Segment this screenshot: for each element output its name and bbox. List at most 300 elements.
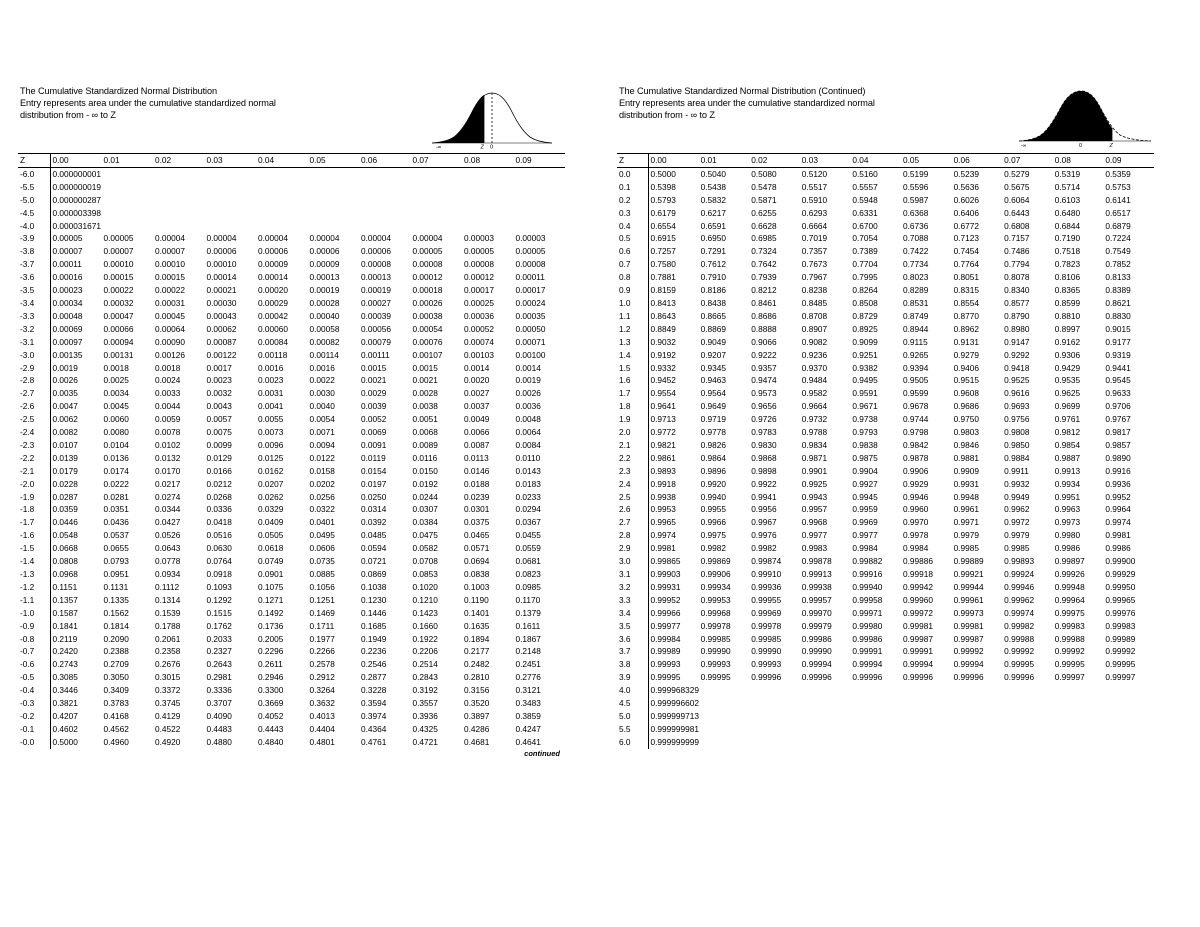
probability-cell: 0.9881: [953, 452, 979, 463]
table-row: [18, 426, 565, 439]
probability-cell: 0.99944: [953, 581, 984, 592]
probability-cell: 0.9706: [1105, 401, 1131, 412]
probability-cell: 0.9265: [902, 349, 929, 360]
z-value-cell: 1.5: [617, 362, 648, 375]
probability-cell: 0.99988: [1054, 633, 1085, 644]
probability-cell: 0.00022: [155, 285, 185, 296]
probability-cell: 0.99903: [650, 569, 681, 579]
probability-cell: 0.0351: [103, 504, 129, 515]
probability-cell: 0.7389: [852, 246, 878, 257]
probability-cell: 0.9974: [650, 530, 676, 541]
probability-cell: 0.0212: [206, 478, 232, 489]
probability-cell: 0.0778: [155, 556, 181, 567]
probability-cell: 0.00066: [103, 323, 134, 334]
probability-cell: 0.9441: [1105, 362, 1131, 373]
probability-cell: 0.0446: [52, 517, 78, 528]
probability-cell: [699, 710, 750, 723]
probability-cell: 0.0526: [155, 530, 181, 541]
probability-cell: 0.00060: [258, 323, 288, 334]
probability-cell: 0.2296: [258, 646, 284, 657]
probability-cell: 0.0233: [515, 491, 541, 502]
probability-cell: [850, 736, 901, 749]
probability-cell: 0.00006: [309, 246, 340, 257]
probability-cell: 0.999999981: [650, 723, 699, 734]
probability-cell: 0.00074: [464, 336, 494, 347]
table-row: [18, 349, 565, 362]
probability-cell: 0.99916: [852, 569, 883, 579]
probability-cell: [952, 736, 1003, 749]
probability-cell: 0.9817: [1105, 427, 1131, 438]
probability-cell: [411, 207, 463, 220]
table-row: [617, 349, 1154, 362]
probability-cell: 0.99989: [1105, 633, 1136, 644]
probability-cell: 0.00069: [52, 323, 83, 334]
probability-cell: 0.6064: [1004, 194, 1030, 205]
probability-cell: 0.99996: [852, 672, 883, 683]
probability-cell: 0.1075: [258, 581, 284, 592]
probability-cell: 0.99924: [1004, 569, 1035, 579]
probability-cell: 0.8599: [1054, 297, 1081, 308]
probability-cell: 0.7054: [852, 233, 878, 244]
probability-cell: 0.0018: [103, 362, 129, 373]
probability-cell: 0.99973: [953, 607, 984, 618]
probability-cell: 0.1151: [52, 581, 78, 592]
probability-cell: 0.5517: [801, 181, 828, 192]
probability-cell: 0.1469: [309, 607, 335, 618]
probability-cell: 0.99992: [1054, 646, 1085, 657]
table-row: [617, 671, 1154, 684]
probability-cell: 0.3483: [515, 698, 541, 709]
z-value-cell: -1.3: [18, 568, 50, 581]
probability-cell: 0.9977: [852, 530, 878, 541]
probability-cell: 0.00007: [52, 246, 83, 257]
probability-cell: 0.3783: [103, 698, 129, 709]
probability-cell: 0.8413: [650, 297, 676, 308]
table-row: [18, 362, 565, 375]
probability-cell: 0.9582: [801, 388, 828, 399]
probability-cell: [411, 181, 463, 194]
probability-cell: 0.0694: [464, 556, 490, 567]
table-row: [617, 658, 1154, 671]
probability-cell: 0.9830: [751, 439, 777, 450]
probability-cell: 0.00034: [52, 297, 83, 308]
probability-cell: 0.0162: [258, 465, 284, 476]
table-row: [18, 645, 565, 658]
probability-cell: [1103, 697, 1154, 710]
probability-cell: 0.9916: [1105, 465, 1131, 476]
probability-cell: 0.00006: [361, 246, 391, 257]
probability-cell: 0.99992: [953, 646, 984, 657]
probability-cell: 0.7224: [1105, 233, 1131, 244]
z-value-cell: 3.4: [617, 607, 648, 620]
probability-cell: 0.7881: [650, 272, 676, 283]
probability-cell: 0.3520: [464, 698, 490, 709]
z-value-cell: 4.0: [617, 684, 648, 697]
probability-cell: 0.2177: [464, 646, 490, 657]
probability-cell: 0.8554: [953, 297, 979, 308]
probability-cell: 0.99942: [902, 581, 933, 592]
probability-cell: 0.9976: [751, 530, 777, 541]
probability-cell: 0.9946: [902, 491, 929, 502]
probability-cell: 0.9896: [700, 465, 726, 476]
probability-cell: 0.1190: [464, 594, 489, 605]
probability-cell: 0.00122: [206, 349, 237, 360]
probability-cell: 0.9982: [700, 543, 726, 554]
probability-cell: 0.0495: [309, 530, 335, 541]
probability-cell: 0.99994: [801, 659, 832, 670]
probability-cell: 0.1335: [103, 594, 129, 605]
probability-cell: 0.9986: [1105, 543, 1131, 554]
probability-cell: 0.99921: [953, 569, 984, 579]
probability-cell: [153, 220, 205, 233]
probability-cell: 0.00013: [309, 272, 340, 283]
z-value-cell: -3.8: [18, 245, 50, 258]
probability-cell: 0.9918: [650, 478, 676, 489]
table-row: [18, 194, 565, 207]
probability-cell: 0.00014: [258, 272, 288, 283]
z-value-cell: -3.6: [18, 271, 50, 284]
probability-cell: 0.5478: [751, 181, 777, 192]
probability-cell: 0.99994: [902, 659, 933, 670]
probability-cell: 0.99996: [801, 672, 832, 683]
probability-cell: 0.99991: [852, 646, 883, 657]
table-row: [18, 633, 565, 646]
probability-cell: [850, 723, 901, 736]
probability-cell: 0.99997: [1054, 672, 1085, 683]
table-row: [18, 465, 565, 478]
probability-cell: 0.9664: [801, 401, 828, 412]
probability-cell: [514, 194, 566, 207]
probability-cell: 0.99987: [953, 633, 984, 644]
probability-cell: 0.0170: [155, 465, 181, 476]
z-value-cell: -3.1: [18, 336, 50, 349]
right-normal-curve-diagram: [1019, 85, 1151, 149]
probability-cell: [205, 167, 257, 180]
z-value-cell: 0.8: [617, 271, 648, 284]
probability-cell: 0.5080: [751, 168, 777, 179]
probability-cell: 0.0068: [412, 427, 438, 438]
probability-cell: 0.0017: [206, 362, 232, 373]
probability-cell: [308, 194, 360, 207]
table-row: [18, 387, 565, 400]
probability-cell: 0.0096: [258, 439, 284, 450]
probability-cell: 0.99893: [1004, 556, 1035, 567]
table-row: [18, 258, 565, 271]
probability-cell: 0.8708: [801, 310, 828, 321]
probability-cell: 0.99987: [902, 633, 933, 644]
z-value-cell: -2.5: [18, 413, 50, 426]
probability-cell: 0.9949: [1004, 491, 1030, 502]
probability-cell: 0.4483: [206, 723, 232, 734]
table-row: [18, 400, 565, 413]
z-value-cell: -0.3: [18, 697, 50, 710]
probability-cell: [256, 167, 308, 180]
table-row: [617, 620, 1154, 633]
probability-cell: 0.000003398: [52, 207, 101, 218]
probability-cell: [514, 181, 566, 194]
probability-cell: 0.6772: [953, 220, 979, 231]
probability-cell: 0.0027: [464, 388, 490, 399]
probability-cell: 0.9973: [1054, 517, 1081, 528]
probability-cell: 0.9319: [1105, 349, 1131, 360]
probability-cell: [1053, 697, 1104, 710]
probability-cell: 0.00058: [309, 323, 340, 334]
z-value-cell: -0.1: [18, 723, 50, 736]
probability-cell: 0.0018: [155, 362, 181, 373]
probability-cell: 0.7939: [751, 272, 777, 283]
probability-cell: 0.2877: [361, 672, 387, 683]
probability-cell: 0.5438: [700, 181, 726, 192]
probability-cell: 0.9936: [1105, 478, 1131, 489]
column-header: 0.09: [1103, 154, 1154, 168]
probability-cell: 0.00014: [206, 272, 237, 283]
table-row: [18, 710, 565, 723]
probability-cell: 0.0069: [361, 427, 387, 438]
table-row: [18, 503, 565, 516]
z-value-cell: 3.3: [617, 594, 648, 607]
probability-cell: 0.0015: [361, 362, 387, 373]
probability-cell: 0.9115: [902, 336, 928, 347]
probability-cell: 0.9699: [1054, 401, 1081, 412]
probability-cell: 0.0418: [206, 517, 232, 528]
z-value-cell: -2.7: [18, 387, 50, 400]
probability-cell: 0.00035: [515, 310, 546, 321]
probability-cell: 0.9207: [700, 349, 726, 360]
z-value-cell: -2.8: [18, 374, 50, 387]
probability-cell: 0.4247: [515, 723, 541, 734]
probability-cell: [850, 684, 901, 697]
probability-cell: 0.0029: [361, 388, 387, 399]
probability-cell: 0.0250: [361, 491, 387, 502]
z-value-cell: -1.1: [18, 594, 50, 607]
probability-cell: 0.5199: [902, 168, 929, 179]
probability-cell: [153, 194, 205, 207]
table-header-row: [18, 154, 565, 168]
probability-cell: 0.0113: [464, 452, 489, 463]
probability-cell: 0.2514: [412, 659, 438, 670]
probability-cell: 0.6255: [751, 207, 777, 218]
table-row: [617, 258, 1154, 271]
probability-cell: 0.9913: [1054, 465, 1081, 476]
probability-cell: 0.1685: [361, 620, 387, 631]
probability-cell: 0.8830: [1105, 310, 1131, 321]
probability-cell: 0.8577: [1004, 297, 1030, 308]
probability-cell: 0.00029: [258, 297, 288, 308]
probability-cell: 0.99961: [953, 594, 984, 605]
probability-cell: 0.4286: [464, 723, 490, 734]
probability-cell: 0.0681: [515, 556, 541, 567]
probability-cell: 0.1977: [309, 633, 335, 644]
probability-cell: 0.99981: [902, 620, 933, 631]
probability-cell: 0.99996: [751, 672, 782, 683]
probability-cell: 0.0087: [464, 439, 490, 450]
probability-cell: 0.1423: [412, 607, 438, 618]
probability-cell: 0.6331: [852, 207, 878, 218]
probability-cell: 0.5359: [1105, 168, 1131, 179]
probability-cell: [308, 167, 360, 180]
probability-cell: 0.1379: [515, 607, 541, 618]
probability-cell: 0.9963: [1054, 504, 1081, 515]
probability-cell: 0.6950: [700, 233, 726, 244]
probability-cell: 0.0039: [361, 401, 387, 412]
probability-cell: 0.99990: [700, 646, 731, 657]
probability-cell: 0.2981: [206, 672, 232, 683]
table-row: [18, 439, 565, 452]
probability-cell: 0.0084: [515, 439, 541, 450]
probability-cell: 0.99976: [1105, 607, 1136, 618]
probability-cell: 0.6664: [801, 220, 828, 231]
probability-cell: 0.0036: [515, 401, 541, 412]
column-header: 0.00: [648, 154, 699, 168]
probability-cell: 0.00071: [515, 336, 546, 347]
probability-cell: 0.0026: [52, 375, 78, 386]
probability-cell: 0.1587: [52, 607, 78, 618]
probability-cell: 0.0918: [206, 569, 232, 579]
probability-cell: 0.9929: [902, 478, 929, 489]
probability-cell: 0.9778: [700, 427, 726, 438]
z-value-cell: -0.6: [18, 658, 50, 671]
z-value-cell: 0.4: [617, 220, 648, 233]
probability-cell: 0.9633: [1105, 388, 1131, 399]
probability-cell: 0.0808: [52, 556, 78, 567]
probability-cell: 0.9982: [751, 543, 777, 554]
probability-cell: 0.8133: [1105, 272, 1131, 283]
table-row: [617, 452, 1154, 465]
probability-cell: 0.0934: [155, 569, 181, 579]
probability-cell: 0.0122: [309, 452, 335, 463]
probability-cell: 0.99977: [650, 620, 681, 631]
probability-cell: [411, 194, 463, 207]
probability-cell: [749, 723, 800, 736]
probability-cell: 0.99985: [700, 633, 731, 644]
probability-cell: 0.00022: [103, 285, 134, 296]
probability-cell: 0.0764: [206, 556, 232, 567]
probability-cell: 0.00107: [412, 349, 443, 360]
probability-cell: 0.00043: [206, 310, 237, 321]
probability-cell: 0.8643: [650, 310, 676, 321]
table-row: [617, 426, 1154, 439]
probability-cell: 0.0307: [412, 504, 438, 515]
probability-cell: 0.2709: [103, 659, 129, 670]
z-value-cell: -3.3: [18, 310, 50, 323]
probability-cell: 0.2912: [309, 672, 335, 683]
probability-cell: 0.6217: [700, 207, 726, 218]
probability-cell: 0.0655: [103, 543, 129, 554]
probability-cell: [153, 167, 205, 180]
z-value-cell: 1.3: [617, 336, 648, 349]
probability-cell: 0.2005: [258, 633, 284, 644]
probability-cell: 0.99975: [1054, 607, 1085, 618]
probability-cell: 0.00008: [515, 259, 546, 270]
right-table-header: [617, 85, 1154, 153]
probability-cell: 0.0037: [464, 401, 490, 412]
probability-cell: 0.99957: [801, 594, 832, 605]
probability-cell: 0.99991: [902, 646, 933, 657]
probability-cell: 0.0054: [309, 414, 335, 425]
probability-cell: 0.0080: [103, 427, 129, 438]
probability-cell: 0.9131: [953, 336, 979, 347]
probability-cell: 0.0367: [515, 517, 541, 528]
probability-cell: 0.2206: [412, 646, 438, 657]
probability-cell: 0.99960: [902, 594, 933, 605]
probability-cell: 0.00054: [412, 323, 443, 334]
probability-cell: 0.2611: [258, 659, 283, 670]
probability-cell: 0.0244: [412, 491, 438, 502]
probability-cell: 0.99918: [902, 569, 933, 579]
table-row: [18, 336, 565, 349]
probability-cell: 0.7422: [902, 246, 929, 257]
probability-cell: 0.9975: [700, 530, 726, 541]
table-row: [18, 581, 565, 594]
probability-cell: 0.00042: [258, 310, 288, 321]
probability-cell: 0.9251: [852, 349, 878, 360]
probability-cell: 0.99993: [751, 659, 782, 670]
probability-cell: 0.9957: [801, 504, 828, 515]
probability-cell: 0.9463: [700, 375, 726, 386]
description-line: distribution from - ∞ to Z: [619, 110, 715, 120]
probability-cell: 0.9599: [902, 388, 929, 399]
probability-cell: 0.1894: [464, 633, 490, 644]
table-row: [18, 620, 565, 633]
probability-cell: 0.99992: [1004, 646, 1035, 657]
probability-cell: 0.9772: [650, 427, 676, 438]
probability-cell: 0.99874: [751, 556, 782, 567]
probability-cell: 0.00118: [258, 349, 288, 360]
neg-infinity-label: -∞: [436, 144, 442, 149]
probability-cell: 0.9941: [751, 491, 777, 502]
z-value-cell: -2.1: [18, 465, 50, 478]
probability-cell: 0.00031: [155, 297, 185, 308]
probability-cell: 0.00003: [464, 233, 494, 244]
table-row: [18, 607, 565, 620]
probability-cell: 0.5000: [52, 736, 78, 747]
z-label: Z: [480, 144, 484, 149]
z-value-cell: 2.0: [617, 426, 648, 439]
probability-cell: 0.8980: [1004, 323, 1030, 334]
probability-cell: 0.00012: [412, 272, 443, 283]
column-header: 0.02: [749, 154, 800, 168]
probability-cell: 0.9970: [902, 517, 929, 528]
probability-cell: 0.0059: [155, 414, 181, 425]
probability-cell: 0.1492: [258, 607, 284, 618]
probability-cell: 0.1539: [155, 607, 181, 618]
probability-cell: 0.00076: [412, 336, 443, 347]
probability-cell: 0.2033: [206, 633, 232, 644]
probability-cell: 0.7704: [852, 259, 878, 270]
probability-cell: 0.1515: [206, 607, 232, 618]
probability-cell: 0.8749: [902, 310, 929, 321]
probability-cell: 0.1611: [515, 620, 541, 631]
probability-cell: 0.9162: [1054, 336, 1081, 347]
probability-cell: 0.99910: [751, 569, 782, 579]
z-value-cell: -0.8: [18, 633, 50, 646]
probability-cell: 0.3336: [206, 685, 232, 696]
probability-cell: 0.0023: [258, 375, 284, 386]
probability-cell: 0.9842: [902, 439, 929, 450]
z-value-cell: 6.0: [617, 736, 648, 749]
probability-cell: 0.00094: [103, 336, 134, 347]
probability-cell: 0.99950: [1105, 581, 1136, 592]
shaded-area: [1019, 91, 1112, 141]
probability-cell: 0.2236: [361, 646, 387, 657]
probability-cell: 0.9927: [852, 478, 878, 489]
probability-cell: 0.0166: [206, 465, 232, 476]
probability-cell: 0.9808: [1004, 427, 1030, 438]
probability-cell: 0.00038: [412, 310, 443, 321]
z-value-cell: 2.1: [617, 439, 648, 452]
probability-cell: 0.9878: [902, 452, 929, 463]
probability-cell: 0.3707: [206, 698, 232, 709]
